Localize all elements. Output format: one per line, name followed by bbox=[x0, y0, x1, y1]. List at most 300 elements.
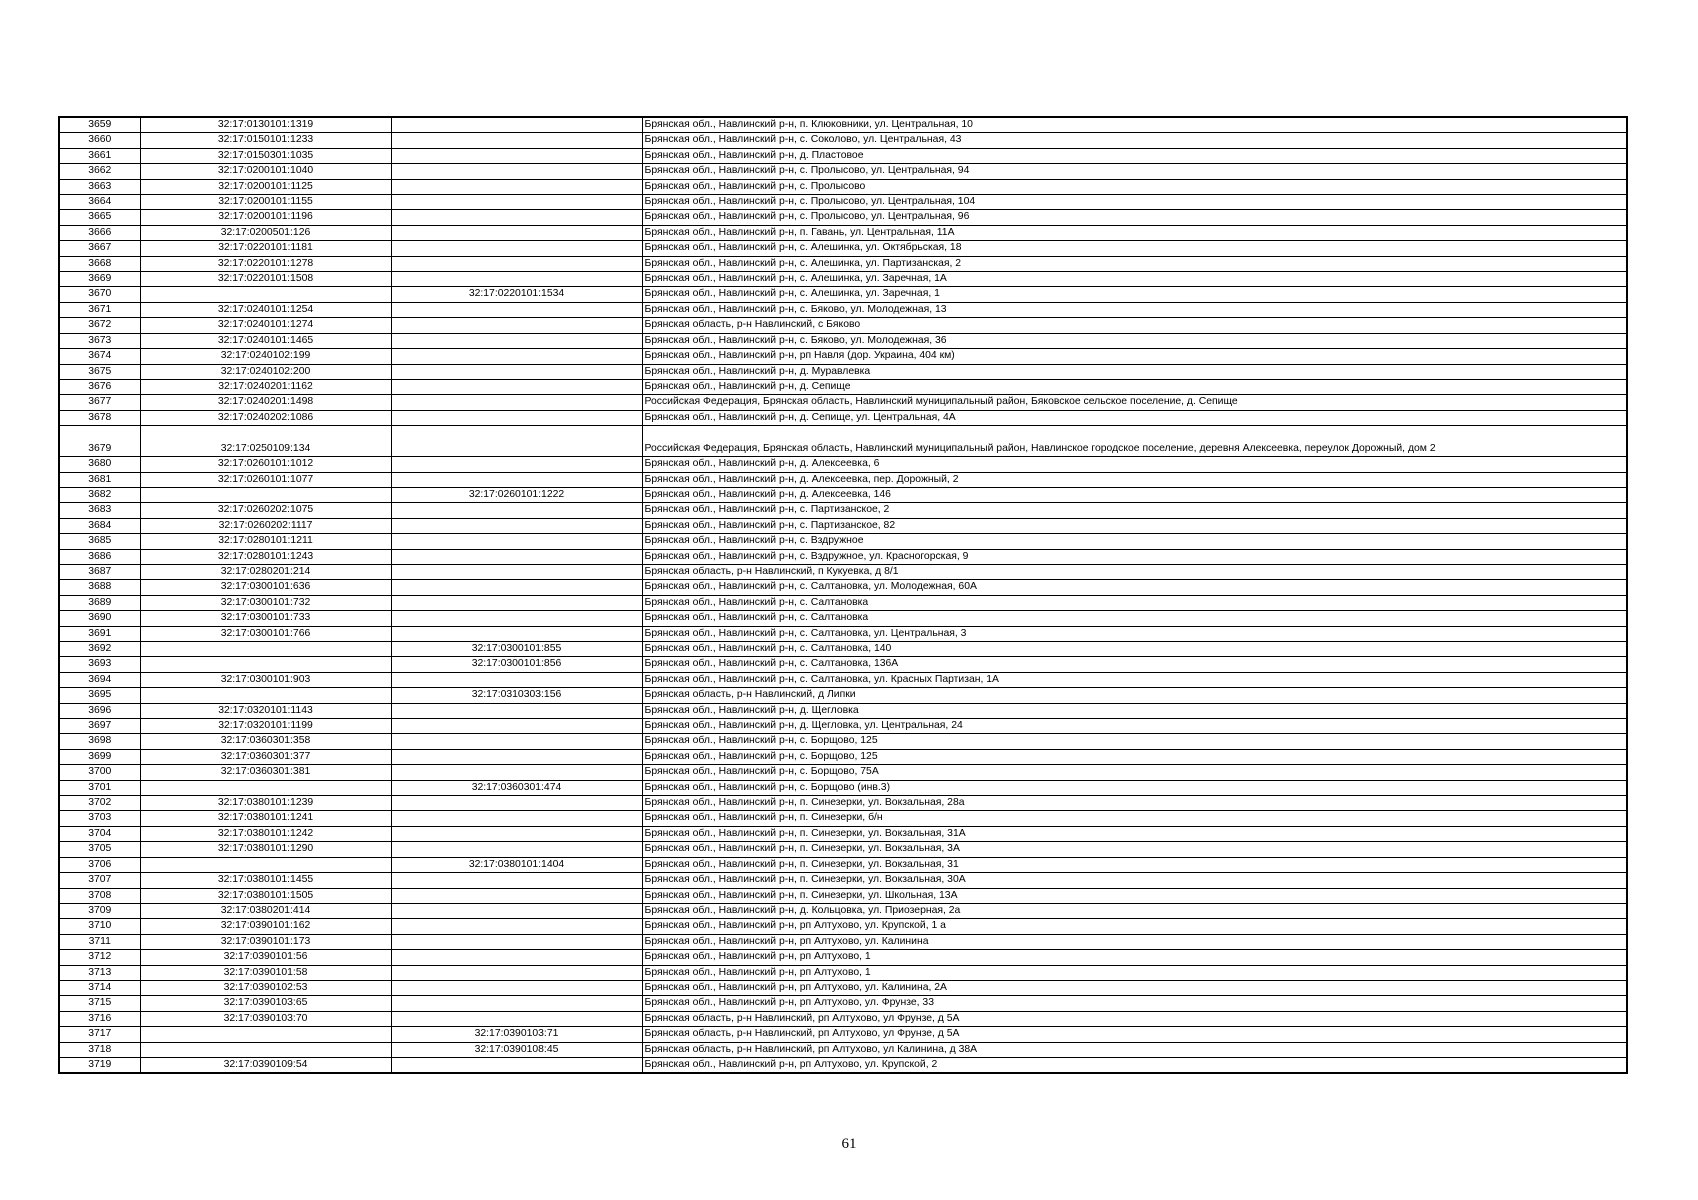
cadastral-number-cell: 32:17:0150101:1233 bbox=[140, 133, 391, 148]
table-row bbox=[59, 826, 1627, 841]
secondary-cadastral-number-cell bbox=[391, 734, 642, 749]
secondary-cadastral-number-cell bbox=[391, 595, 642, 610]
cadastral-number-cell: 32:17:0360301:377 bbox=[140, 749, 391, 764]
cadastral-number-cell: 32:17:0240102:200 bbox=[140, 364, 391, 379]
row-number-cell: 3696 bbox=[59, 703, 140, 718]
table-row bbox=[59, 241, 1627, 256]
table-row bbox=[59, 487, 1627, 502]
secondary-cadastral-number-cell: 32:17:0300101:856 bbox=[391, 657, 642, 672]
table-row bbox=[59, 919, 1627, 934]
cadastral-number-cell: 32:17:0220101:1278 bbox=[140, 256, 391, 271]
cadastral-number-cell: 32:17:0390101:173 bbox=[140, 934, 391, 949]
secondary-cadastral-number-cell bbox=[391, 1011, 642, 1026]
row-number-cell: 3717 bbox=[59, 1027, 140, 1042]
table-row bbox=[59, 395, 1627, 410]
row-number-cell: 3668 bbox=[59, 256, 140, 271]
row-number-cell: 3676 bbox=[59, 379, 140, 394]
cadastral-number-cell: 32:17:0240102:199 bbox=[140, 349, 391, 364]
cadastral-number-cell: 32:17:0380101:1455 bbox=[140, 873, 391, 888]
row-number-cell: 3705 bbox=[59, 842, 140, 857]
row-number-cell: 3674 bbox=[59, 349, 140, 364]
row-number-cell: 3675 bbox=[59, 364, 140, 379]
address-cell: Брянская обл., Навлинский р-н, п. Синезерки, ул. Вокзальная, 31 bbox=[642, 857, 1627, 872]
address-cell: Брянская обл., Навлинский р-н, д. Алексеевка, 6 bbox=[642, 457, 1627, 472]
cadastral-number-cell: 32:17:0390101:162 bbox=[140, 919, 391, 934]
address-cell: Брянская обл., Навлинский р-н, рп Алтухово, ул. Калинина, 2А bbox=[642, 980, 1627, 995]
table-row bbox=[59, 626, 1627, 641]
row-number-cell: 3678 bbox=[59, 410, 140, 425]
address-cell: Брянская обл., Навлинский р-н, рп Алтухово, ул. Крупской, 2 bbox=[642, 1057, 1627, 1073]
address-cell: Брянская обл., Навлинский р-н, п. Гавань, ул. Центральная, 11А bbox=[642, 225, 1627, 240]
address-cell: Брянская обл., Навлинский р-н, с. Алешинка, ул. Заречная, 1 bbox=[642, 287, 1627, 302]
table-row bbox=[59, 857, 1627, 872]
cadastral-number-cell: 32:17:0280101:1211 bbox=[140, 534, 391, 549]
row-number-cell: 3695 bbox=[59, 688, 140, 703]
address-cell: Брянская обл., Навлинский р-н, с. Партизанское, 82 bbox=[642, 518, 1627, 533]
address-cell: Брянская обл., Навлинский р-н, д. Кольцовка, ул. Приозерная, 2а bbox=[642, 903, 1627, 918]
address-cell: Брянская обл., Навлинский р-н, д. Алексеевка, пер. Дорожный, 2 bbox=[642, 472, 1627, 487]
cadastral-number-cell: 32:17:0380201:414 bbox=[140, 903, 391, 918]
secondary-cadastral-number-cell bbox=[391, 395, 642, 410]
address-cell: Брянская обл., Навлинский р-н, с. Салтановка bbox=[642, 595, 1627, 610]
row-number-cell: 3711 bbox=[59, 934, 140, 949]
row-number-cell: 3686 bbox=[59, 549, 140, 564]
table-row bbox=[59, 503, 1627, 518]
row-number-cell: 3718 bbox=[59, 1042, 140, 1057]
secondary-cadastral-number-cell: 32:17:0380101:1404 bbox=[391, 857, 642, 872]
secondary-cadastral-number-cell: 32:17:0310303:156 bbox=[391, 688, 642, 703]
table-row bbox=[59, 703, 1627, 718]
row-number-cell: 3691 bbox=[59, 626, 140, 641]
cadastral-number-cell: 32:17:0360301:381 bbox=[140, 765, 391, 780]
row-number-cell: 3687 bbox=[59, 564, 140, 579]
address-cell: Брянская обл., Навлинский р-н, с. Пролысово, ул. Центральная, 104 bbox=[642, 195, 1627, 210]
cadastral-number-cell: 32:17:0240101:1254 bbox=[140, 302, 391, 317]
secondary-cadastral-number-cell: 32:17:0390103:71 bbox=[391, 1027, 642, 1042]
secondary-cadastral-number-cell bbox=[391, 210, 642, 225]
cadastral-number-cell bbox=[140, 1027, 391, 1042]
cadastral-number-cell: 32:17:0380101:1505 bbox=[140, 888, 391, 903]
table-row bbox=[59, 950, 1627, 965]
cadastral-number-cell: 32:17:0390101:58 bbox=[140, 965, 391, 980]
row-number-cell: 3684 bbox=[59, 518, 140, 533]
page-number: 61 bbox=[841, 1136, 857, 1152]
secondary-cadastral-number-cell bbox=[391, 796, 642, 811]
row-number-cell: 3697 bbox=[59, 719, 140, 734]
cadastral-number-cell bbox=[140, 857, 391, 872]
secondary-cadastral-number-cell bbox=[391, 580, 642, 595]
table-row bbox=[59, 164, 1627, 179]
cadastral-number-cell: 32:17:0300101:733 bbox=[140, 611, 391, 626]
secondary-cadastral-number-cell bbox=[391, 379, 642, 394]
secondary-cadastral-number-cell bbox=[391, 811, 642, 826]
table-row bbox=[59, 148, 1627, 163]
table-row bbox=[59, 765, 1627, 780]
address-cell: Брянская обл., Навлинский р-н, д. Сепище bbox=[642, 379, 1627, 394]
secondary-cadastral-number-cell bbox=[391, 980, 642, 995]
address-cell: Брянская обл., Навлинский р-н, д. Щегловка, ул. Центральная, 24 bbox=[642, 719, 1627, 734]
cadastral-number-cell: 32:17:0300101:732 bbox=[140, 595, 391, 610]
cadastral-number-cell: 32:17:0390101:56 bbox=[140, 950, 391, 965]
cadastral-number-cell: 32:17:0250109:134 bbox=[140, 426, 391, 457]
address-cell: Брянская обл., Навлинский р-н, с. Алешинка, ул. Партизанская, 2 bbox=[642, 256, 1627, 271]
row-number-cell: 3719 bbox=[59, 1057, 140, 1073]
table-row bbox=[59, 195, 1627, 210]
cadastral-number-cell: 32:17:0200101:1040 bbox=[140, 164, 391, 179]
address-cell: Брянская обл., Навлинский р-н, п. Синезерки, ул. Вокзальная, 31А bbox=[642, 826, 1627, 841]
secondary-cadastral-number-cell bbox=[391, 903, 642, 918]
cadastral-number-cell: 32:17:0240202:1086 bbox=[140, 410, 391, 425]
secondary-cadastral-number-cell bbox=[391, 564, 642, 579]
table-row bbox=[59, 672, 1627, 687]
secondary-cadastral-number-cell bbox=[391, 703, 642, 718]
table-row bbox=[59, 210, 1627, 225]
cadastral-number-cell bbox=[140, 688, 391, 703]
row-number-cell: 3713 bbox=[59, 965, 140, 980]
address-cell: Брянская обл., Навлинский р-н, с. Бяково, ул. Молодежная, 13 bbox=[642, 302, 1627, 317]
address-cell: Брянская обл., Навлинский р-н, с. Салтановка, 136А bbox=[642, 657, 1627, 672]
cadastral-number-cell: 32:17:0240201:1162 bbox=[140, 379, 391, 394]
secondary-cadastral-number-cell bbox=[391, 1057, 642, 1073]
table-row bbox=[59, 688, 1627, 703]
cadastral-number-cell: 32:17:0200101:1125 bbox=[140, 179, 391, 194]
row-number-cell: 3670 bbox=[59, 287, 140, 302]
row-number-cell: 3694 bbox=[59, 672, 140, 687]
address-cell: Брянская обл., Навлинский р-н, с. Салтановка, 140 bbox=[642, 642, 1627, 657]
cadastral-number-cell: 32:17:0380101:1239 bbox=[140, 796, 391, 811]
address-cell: Брянская обл., Навлинский р-н, д. Щегловка bbox=[642, 703, 1627, 718]
row-number-cell: 3714 bbox=[59, 980, 140, 995]
cadastral-number-cell: 32:17:0150301:1035 bbox=[140, 148, 391, 163]
secondary-cadastral-number-cell: 32:17:0220101:1534 bbox=[391, 287, 642, 302]
table-row bbox=[59, 225, 1627, 240]
secondary-cadastral-number-cell bbox=[391, 888, 642, 903]
row-number-cell: 3662 bbox=[59, 164, 140, 179]
address-cell: Брянская обл., Навлинский р-н, с. Пролысово, ул. Центральная, 96 bbox=[642, 210, 1627, 225]
row-number-cell: 3671 bbox=[59, 302, 140, 317]
cadastral-number-cell: 32:17:0390103:70 bbox=[140, 1011, 391, 1026]
address-cell: Брянская область, р-н Навлинский, п Кукуевка, д 8/1 bbox=[642, 564, 1627, 579]
cadastral-number-cell: 32:17:0240201:1498 bbox=[140, 395, 391, 410]
row-number-cell: 3700 bbox=[59, 765, 140, 780]
table-row bbox=[59, 179, 1627, 194]
address-cell: Брянская обл., Навлинский р-н, с. Пролысово, ул. Центральная, 94 bbox=[642, 164, 1627, 179]
row-number-cell: 3663 bbox=[59, 179, 140, 194]
cadastral-number-cell: 32:17:0300101:766 bbox=[140, 626, 391, 641]
table-row bbox=[59, 903, 1627, 918]
table-row bbox=[59, 842, 1627, 857]
table-row bbox=[59, 333, 1627, 348]
secondary-cadastral-number-cell bbox=[391, 950, 642, 965]
row-number-cell: 3708 bbox=[59, 888, 140, 903]
table-row bbox=[59, 1011, 1627, 1026]
table-row bbox=[59, 996, 1627, 1011]
row-number-cell: 3664 bbox=[59, 195, 140, 210]
secondary-cadastral-number-cell bbox=[391, 672, 642, 687]
address-cell: Брянская обл., Навлинский р-н, с. Вздружное bbox=[642, 534, 1627, 549]
cadastral-number-cell: 32:17:0380101:1290 bbox=[140, 842, 391, 857]
row-number-cell: 3660 bbox=[59, 133, 140, 148]
row-number-cell: 3704 bbox=[59, 826, 140, 841]
address-cell: Брянская обл., Навлинский р-н, п. Синезерки, ул. Вокзальная, 28а bbox=[642, 796, 1627, 811]
address-cell: Брянская обл., Навлинский р-н, с. Борщово (инв.3) bbox=[642, 780, 1627, 795]
table-row bbox=[59, 1027, 1627, 1042]
address-cell: Брянская обл., Навлинский р-н, п. Синезерки, б/н bbox=[642, 811, 1627, 826]
cadastral-number-cell: 32:17:0130101:1319 bbox=[140, 117, 391, 133]
cadastral-number-cell: 32:17:0320101:1199 bbox=[140, 719, 391, 734]
cadastral-number-cell: 32:17:0240101:1274 bbox=[140, 318, 391, 333]
cadastral-number-cell: 32:17:0390109:54 bbox=[140, 1057, 391, 1073]
table-row bbox=[59, 349, 1627, 364]
address-cell: Брянская область, р-н Навлинский, рп Алтухово, ул Калинина, д 38А bbox=[642, 1042, 1627, 1057]
secondary-cadastral-number-cell bbox=[391, 133, 642, 148]
address-cell: Брянская обл., Навлинский р-н, с. Борщово, 75А bbox=[642, 765, 1627, 780]
cadastral-number-cell: 32:17:0240101:1465 bbox=[140, 333, 391, 348]
secondary-cadastral-number-cell bbox=[391, 518, 642, 533]
table-row bbox=[59, 888, 1627, 903]
table-row bbox=[59, 472, 1627, 487]
secondary-cadastral-number-cell bbox=[391, 272, 642, 287]
row-number-cell: 3702 bbox=[59, 796, 140, 811]
cadastral-number-cell: 32:17:0220101:1508 bbox=[140, 272, 391, 287]
table-row bbox=[59, 611, 1627, 626]
cadastral-number-cell: 32:17:0390103:65 bbox=[140, 996, 391, 1011]
table-row bbox=[59, 1057, 1627, 1073]
table-row bbox=[59, 595, 1627, 610]
address-cell: Брянская область, р-н Навлинский, д Липки bbox=[642, 688, 1627, 703]
row-number-cell: 3703 bbox=[59, 811, 140, 826]
address-cell: Брянская обл., Навлинский р-н, с. Пролысово bbox=[642, 179, 1627, 194]
secondary-cadastral-number-cell bbox=[391, 719, 642, 734]
cadastral-number-cell: 32:17:0260101:1077 bbox=[140, 472, 391, 487]
secondary-cadastral-number-cell bbox=[391, 148, 642, 163]
row-number-cell: 3659 bbox=[59, 117, 140, 133]
cadastral-number-cell: 32:17:0300101:903 bbox=[140, 672, 391, 687]
cadastral-number-cell: 32:17:0200101:1155 bbox=[140, 195, 391, 210]
address-cell: Брянская обл., Навлинский р-н, п. Синезерки, ул. Вокзальная, 3А bbox=[642, 842, 1627, 857]
secondary-cadastral-number-cell: 32:17:0390108:45 bbox=[391, 1042, 642, 1057]
row-number-cell: 3701 bbox=[59, 780, 140, 795]
address-cell: Брянская обл., Навлинский р-н, д. Алексеевка, 146 bbox=[642, 487, 1627, 502]
row-number-cell: 3673 bbox=[59, 333, 140, 348]
table-row bbox=[59, 642, 1627, 657]
address-cell: Брянская обл., Навлинский р-н, с. Бяково, ул. Молодежная, 36 bbox=[642, 333, 1627, 348]
row-number-cell: 3669 bbox=[59, 272, 140, 287]
cadastral-number-cell bbox=[140, 657, 391, 672]
table-row bbox=[59, 426, 1627, 457]
row-number-cell: 3682 bbox=[59, 487, 140, 502]
row-number-cell: 3715 bbox=[59, 996, 140, 1011]
table-row bbox=[59, 1042, 1627, 1057]
address-cell: Брянская обл., Навлинский р-н, рп Алтухово, 1 bbox=[642, 965, 1627, 980]
address-cell: Брянская область, р-н Навлинский, с Бяково bbox=[642, 318, 1627, 333]
table-row bbox=[59, 318, 1627, 333]
registry-table bbox=[58, 116, 1628, 1074]
row-number-cell: 3689 bbox=[59, 595, 140, 610]
address-cell: Брянская обл., Навлинский р-н, рп Алтухово, ул. Фрунзе, 33 bbox=[642, 996, 1627, 1011]
secondary-cadastral-number-cell bbox=[391, 549, 642, 564]
table-row bbox=[59, 564, 1627, 579]
secondary-cadastral-number-cell bbox=[391, 919, 642, 934]
cadastral-number-cell bbox=[140, 487, 391, 502]
cadastral-number-cell: 32:17:0200101:1196 bbox=[140, 210, 391, 225]
row-number-cell: 3693 bbox=[59, 657, 140, 672]
table-row bbox=[59, 457, 1627, 472]
row-number-cell: 3690 bbox=[59, 611, 140, 626]
row-number-cell: 3665 bbox=[59, 210, 140, 225]
cadastral-number-cell: 32:17:0380101:1241 bbox=[140, 811, 391, 826]
table-row bbox=[59, 980, 1627, 995]
address-cell: Брянская обл., Навлинский р-н, рп Алтухово, 1 bbox=[642, 950, 1627, 965]
table-row bbox=[59, 749, 1627, 764]
address-cell: Брянская обл., Навлинский р-н, п. Синезерки, ул. Вокзальная, 30А bbox=[642, 873, 1627, 888]
cadastral-number-cell bbox=[140, 1042, 391, 1057]
cadastral-number-cell: 32:17:0390102:53 bbox=[140, 980, 391, 995]
secondary-cadastral-number-cell bbox=[391, 195, 642, 210]
row-number-cell: 3710 bbox=[59, 919, 140, 934]
table-row bbox=[59, 780, 1627, 795]
address-cell: Брянская обл., Навлинский р-н, п. Клюковники, ул. Центральная, 10 bbox=[642, 117, 1627, 133]
address-cell: Брянская обл., Навлинский р-н, с. Партизанское, 2 bbox=[642, 503, 1627, 518]
cadastral-number-cell: 32:17:0280101:1243 bbox=[140, 549, 391, 564]
address-cell: Брянская обл., Навлинский р-н, с. Салтановка, ул. Красных Партизан, 1А bbox=[642, 672, 1627, 687]
address-cell: Брянская обл., Навлинский р-н, с. Салтановка, ул. Центральная, 3 bbox=[642, 626, 1627, 641]
table-row bbox=[59, 549, 1627, 564]
secondary-cadastral-number-cell bbox=[391, 611, 642, 626]
secondary-cadastral-number-cell bbox=[391, 996, 642, 1011]
table-row bbox=[59, 364, 1627, 379]
row-number-cell: 3672 bbox=[59, 318, 140, 333]
secondary-cadastral-number-cell bbox=[391, 410, 642, 425]
table-row bbox=[59, 302, 1627, 317]
cadastral-number-cell: 32:17:0220101:1181 bbox=[140, 241, 391, 256]
secondary-cadastral-number-cell bbox=[391, 749, 642, 764]
cadastral-number-cell: 32:17:0300101:636 bbox=[140, 580, 391, 595]
secondary-cadastral-number-cell bbox=[391, 765, 642, 780]
cadastral-number-cell bbox=[140, 642, 391, 657]
secondary-cadastral-number-cell bbox=[391, 934, 642, 949]
row-number-cell: 3698 bbox=[59, 734, 140, 749]
secondary-cadastral-number-cell bbox=[391, 117, 642, 133]
address-cell: Брянская обл., Навлинский р-н, с. Алешинка, ул. Заречная, 1А bbox=[642, 272, 1627, 287]
table-row bbox=[59, 965, 1627, 980]
address-cell: Брянская обл., Навлинский р-н, д. Муравлевка bbox=[642, 364, 1627, 379]
secondary-cadastral-number-cell bbox=[391, 256, 642, 271]
table-row bbox=[59, 117, 1627, 133]
secondary-cadastral-number-cell bbox=[391, 503, 642, 518]
cadastral-number-cell: 32:17:0380101:1242 bbox=[140, 826, 391, 841]
cadastral-number-cell: 32:17:0260202:1117 bbox=[140, 518, 391, 533]
cadastral-number-cell: 32:17:0260202:1075 bbox=[140, 503, 391, 518]
row-number-cell: 3688 bbox=[59, 580, 140, 595]
address-cell: Брянская обл., Навлинский р-н, д. Сепище, ул. Центральная, 4А bbox=[642, 410, 1627, 425]
table-row bbox=[59, 256, 1627, 271]
cadastral-number-cell: 32:17:0360301:358 bbox=[140, 734, 391, 749]
row-number-cell: 3709 bbox=[59, 903, 140, 918]
cadastral-number-cell: 32:17:0320101:1143 bbox=[140, 703, 391, 718]
secondary-cadastral-number-cell bbox=[391, 826, 642, 841]
table-row bbox=[59, 580, 1627, 595]
secondary-cadastral-number-cell bbox=[391, 349, 642, 364]
secondary-cadastral-number-cell bbox=[391, 225, 642, 240]
row-number-cell: 3680 bbox=[59, 457, 140, 472]
table-row bbox=[59, 272, 1627, 287]
secondary-cadastral-number-cell bbox=[391, 842, 642, 857]
secondary-cadastral-number-cell bbox=[391, 318, 642, 333]
secondary-cadastral-number-cell: 32:17:0300101:855 bbox=[391, 642, 642, 657]
address-cell: Брянская обл., Навлинский р-н, с. Алешинка, ул. Октябрьская, 18 bbox=[642, 241, 1627, 256]
secondary-cadastral-number-cell bbox=[391, 241, 642, 256]
secondary-cadastral-number-cell: 32:17:0360301:474 bbox=[391, 780, 642, 795]
row-number-cell: 3706 bbox=[59, 857, 140, 872]
address-cell: Брянская область, р-н Навлинский, рп Алтухово, ул Фрунзе, д 5А bbox=[642, 1011, 1627, 1026]
cadastral-number-cell: 32:17:0280201:214 bbox=[140, 564, 391, 579]
row-number-cell: 3666 bbox=[59, 225, 140, 240]
secondary-cadastral-number-cell bbox=[391, 302, 642, 317]
row-number-cell: 3716 bbox=[59, 1011, 140, 1026]
address-cell: Брянская обл., Навлинский р-н, с. Салтановка bbox=[642, 611, 1627, 626]
table-body bbox=[59, 117, 1627, 1073]
address-cell: Брянская обл., Навлинский р-н, с. Борщово, 125 bbox=[642, 749, 1627, 764]
cadastral-number-cell: 32:17:0260101:1012 bbox=[140, 457, 391, 472]
secondary-cadastral-number-cell: 32:17:0260101:1222 bbox=[391, 487, 642, 502]
table-row bbox=[59, 657, 1627, 672]
address-cell: Брянская область, р-н Навлинский, рп Алтухово, ул Фрунзе, д 5А bbox=[642, 1027, 1627, 1042]
table-row bbox=[59, 518, 1627, 533]
row-number-cell: 3679 bbox=[59, 426, 140, 457]
address-cell: Брянская обл., Навлинский р-н, рп Алтухово, ул. Крупской, 1 а bbox=[642, 919, 1627, 934]
secondary-cadastral-number-cell bbox=[391, 965, 642, 980]
table-row bbox=[59, 534, 1627, 549]
table-row bbox=[59, 410, 1627, 425]
table-row bbox=[59, 379, 1627, 394]
secondary-cadastral-number-cell bbox=[391, 626, 642, 641]
address-cell: Брянская обл., Навлинский р-н, д. Пластовое bbox=[642, 148, 1627, 163]
cadastral-number-cell bbox=[140, 780, 391, 795]
table-row bbox=[59, 934, 1627, 949]
secondary-cadastral-number-cell bbox=[391, 426, 642, 457]
secondary-cadastral-number-cell bbox=[391, 179, 642, 194]
table-row bbox=[59, 133, 1627, 148]
secondary-cadastral-number-cell bbox=[391, 873, 642, 888]
row-number-cell: 3667 bbox=[59, 241, 140, 256]
row-number-cell: 3677 bbox=[59, 395, 140, 410]
row-number-cell: 3681 bbox=[59, 472, 140, 487]
address-cell: Брянская обл., Навлинский р-н, с. Борщово, 125 bbox=[642, 734, 1627, 749]
secondary-cadastral-number-cell bbox=[391, 457, 642, 472]
cadastral-number-cell bbox=[140, 287, 391, 302]
secondary-cadastral-number-cell bbox=[391, 333, 642, 348]
address-cell: Брянская обл., Навлинский р-н, рп Навля (дор. Украина, 404 км) bbox=[642, 349, 1627, 364]
address-cell: Брянская обл., Навлинский р-н, рп Алтухово, ул. Калинина bbox=[642, 934, 1627, 949]
row-number-cell: 3685 bbox=[59, 534, 140, 549]
address-cell: Российская Федерация, Брянская область, Навлинский муниципальный район, Навлинское городское поселение, деревня Алексеевка, переулок Дорожный, дом 2 bbox=[642, 426, 1627, 457]
row-number-cell: 3692 bbox=[59, 642, 140, 657]
address-cell: Российская Федерация, Брянская область, Навлинский муниципальный район, Бяковское сельское поселение, д. Сепище bbox=[642, 395, 1627, 410]
row-number-cell: 3707 bbox=[59, 873, 140, 888]
cadastral-number-cell: 32:17:0200501:126 bbox=[140, 225, 391, 240]
row-number-cell: 3661 bbox=[59, 148, 140, 163]
row-number-cell: 3699 bbox=[59, 749, 140, 764]
secondary-cadastral-number-cell bbox=[391, 364, 642, 379]
row-number-cell: 3683 bbox=[59, 503, 140, 518]
secondary-cadastral-number-cell bbox=[391, 164, 642, 179]
table-row bbox=[59, 719, 1627, 734]
address-cell: Брянская обл., Навлинский р-н, с. Вздружное, ул. Красногорская, 9 bbox=[642, 549, 1627, 564]
address-cell: Брянская обл., Навлинский р-н, п. Синезерки, ул. Школьная, 13А bbox=[642, 888, 1627, 903]
table-row bbox=[59, 734, 1627, 749]
table-row bbox=[59, 287, 1627, 302]
